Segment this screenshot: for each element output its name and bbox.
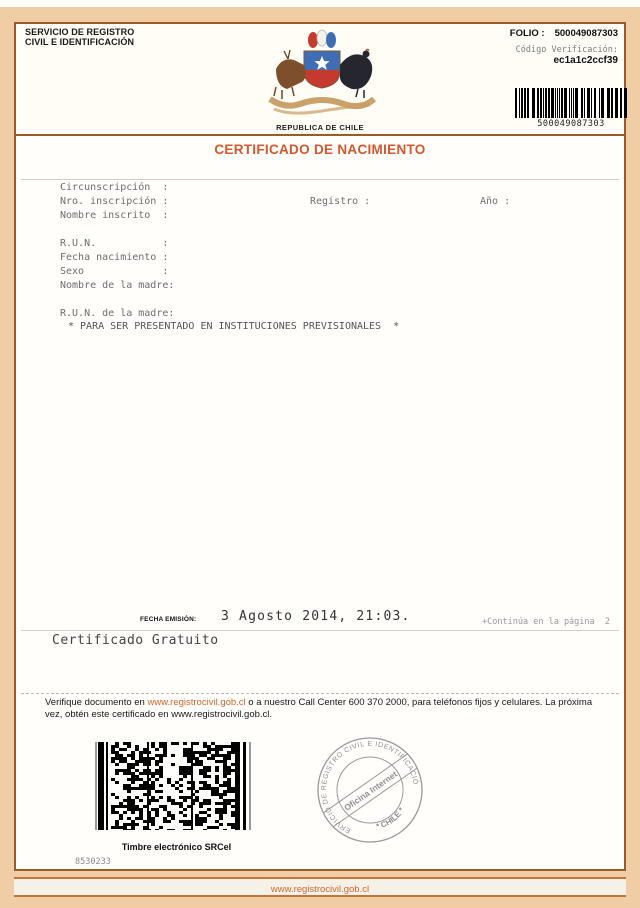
verify-text-pre: Verifique documento en — [45, 697, 148, 708]
divider-emission — [21, 630, 619, 631]
stamp-band-text: Oficina Internet — [342, 768, 399, 813]
continues-note: +Continúa en la página 2 — [482, 617, 610, 627]
emission-date-label: FECHA EMISIÓN: — [140, 616, 197, 623]
field-nombre-madre: Nombre de la madre: — [60, 280, 175, 291]
verify-text-post: o a nuestro Call Center 600 370 2000, para teléfonos fijos y celulares. La próxima vez, obtén este certificado en www.registrocivil.gob.cl. — [45, 697, 593, 720]
plume-icon — [308, 30, 336, 48]
stamp-ring-text: SERVICIO DE REGISTRO CIVIL E IDENTIFICACIÓN — [320, 740, 419, 835]
huemul-icon — [274, 50, 306, 99]
condor-icon — [340, 50, 372, 99]
scroll-base-icon — [270, 99, 374, 113]
field-ano: Año : — [480, 196, 511, 207]
previsional-notice: * PARA SER PRESENTADO EN INSTITUCIONES PREVISIONALES * — [68, 321, 400, 332]
folio-barcode-number: 500049087303 — [537, 119, 605, 129]
divider-top — [21, 179, 619, 180]
agency-name — [25, 27, 134, 47]
field-run-madre: R.U.N. de la madre: — [60, 308, 175, 319]
field-nombre-inscrito: Nombre inscrito : — [60, 210, 169, 221]
agency-name-line1: SERVICIO DE REGISTRO — [25, 27, 135, 37]
field-circunscripcion: Circunscripción : — [60, 182, 169, 193]
verification-code: ec1a1c2ccf39 — [553, 55, 618, 66]
document-header — [16, 24, 624, 136]
folio-barcode — [515, 88, 627, 129]
republic-label: REPUBLICA DE CHILE — [276, 123, 364, 132]
field-registro: Registro : — [310, 196, 371, 207]
shield-icon — [304, 51, 340, 90]
document-serial: 8530233 — [75, 857, 111, 867]
folio-value: 500049087303 — [554, 28, 618, 39]
field-nro-inscripcion: Nro. inscripción : — [60, 196, 169, 207]
verify-paragraph — [45, 697, 611, 720]
pdf417-barcode-icon — [95, 742, 258, 830]
folio-label: FOLIO : — [509, 28, 545, 39]
registrocivil-link[interactable]: www.registrocivil.gob.cl — [147, 697, 246, 708]
stamp-chile-text: * CHILE * — [375, 806, 407, 832]
certificate-document — [14, 22, 626, 871]
electronic-stamp-barcode — [95, 742, 258, 835]
divider-footer — [21, 693, 619, 694]
electronic-stamp-label: Timbre electrónico SRCeI — [121, 842, 232, 852]
emission-date-value: 3 Agosto 2014, 21:03. — [221, 609, 411, 624]
chile-coat-of-arms — [254, 29, 390, 123]
footer-site-link[interactable]: www.registrocivil.gob.cl — [270, 884, 370, 895]
verification-label: Código Verificación: — [515, 45, 618, 55]
office-internet-stamp — [305, 725, 435, 855]
field-run: R.U.N. : — [60, 238, 169, 249]
folio-barcode-bars-icon — [515, 88, 627, 118]
field-fecha-nacimiento: Fecha nacimiento : — [60, 252, 169, 263]
page-title: CERTIFICADO DE NACIMIENTO — [214, 142, 426, 157]
free-certificate-label: Certificado Gratuito — [52, 633, 219, 648]
folio-row — [510, 28, 618, 39]
field-sexo: Sexo : — [60, 266, 169, 277]
footer-url-bar — [14, 877, 626, 897]
agency-name-line2: CIVIL E IDENTIFICACIÓN — [25, 37, 135, 47]
